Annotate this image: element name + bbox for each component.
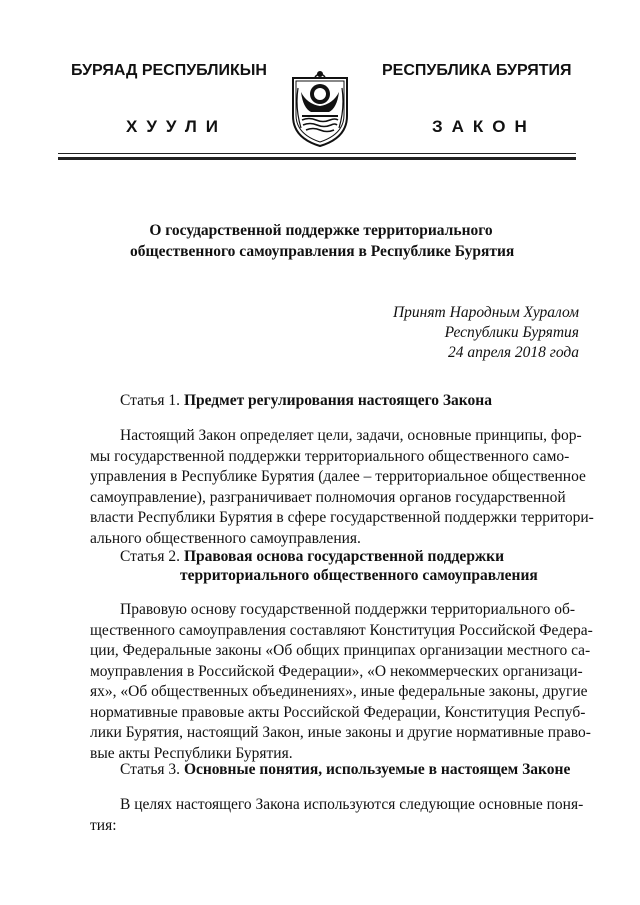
text-line: В целях настоящего Закона используются следующие основные поня-	[120, 796, 584, 813]
text-line: самоуправление), разграничивает полномочия органов государственной	[90, 488, 566, 506]
text-line: мы государственной поддержки территориального общественного само-	[90, 447, 570, 465]
adoption-note-line-1: Принят Народным Хуралом	[392, 304, 579, 321]
header-right-subtitle: ЗАКОН	[432, 117, 536, 136]
article-2-prefix: Статья 2.	[120, 548, 181, 565]
article-1-title: Предмет регулирования настоящего Закона	[183, 392, 492, 409]
article-1-heading	[120, 391, 492, 411]
header-divider-thick	[58, 157, 576, 160]
text-line: Правовую основу государственной поддержки территориального об-	[120, 601, 576, 618]
header-divider-thin	[58, 153, 576, 154]
adoption-note-line-3: 24 апреля 2018 года	[447, 344, 579, 361]
article-3-heading	[120, 760, 570, 780]
text-line: лики Бурятия, настоящий Закон, иные законы и другие нормативные право-	[90, 724, 591, 741]
article-3-prefix: Статья 3.	[120, 761, 181, 778]
text-line: моуправления в Российской Федерации», «О некоммерческих организаци-	[90, 662, 583, 680]
text-line: щественного самоуправления составляют Конституция Российской Федера-	[90, 621, 593, 639]
article-2-heading	[120, 547, 504, 567]
text-line: Настоящий Закон определяет цели, задачи, основные принципы, фор-	[120, 427, 582, 444]
article-2-heading-line-2	[180, 566, 538, 586]
article-1-prefix: Статья 1.	[120, 392, 181, 409]
document-title	[130, 220, 515, 262]
text-line: тия:	[90, 816, 117, 834]
coat-of-arms-emblem	[289, 68, 351, 148]
document-title-line-1: О государственной поддержке территориального	[149, 222, 493, 239]
text-line: управления в Республике Бурятия (далее – территориальное общественное	[90, 468, 586, 485]
header-left-subtitle: ХУУЛИ	[126, 117, 227, 136]
adoption-note-line-2: Республики Бурятия	[444, 324, 579, 341]
article-3-title: Основные понятия, используемые в настоящем Законе	[183, 761, 571, 778]
text-line: ального общественного самоуправления.	[90, 529, 361, 547]
document-title-line-2: общественного самоуправления в Республике Бурятия	[130, 243, 515, 260]
article-2-title-2: территориального общественного самоуправления	[180, 567, 538, 584]
text-line: власти Республики Бурятия в сфере государственной поддержки территори-	[90, 509, 594, 526]
text-line: ях», «Об общественных объединениях», иные федеральные законы, другие	[90, 683, 588, 700]
text-line: ции, Федеральные законы «Об общих принципах организации местного са-	[90, 642, 591, 659]
adoption-note	[393, 303, 579, 363]
article-2-title: Правовая основа государственной поддержки	[183, 548, 505, 565]
header-right-title: РЕСПУБЛИКА БУРЯТИЯ	[382, 62, 572, 79]
article-2-text	[90, 600, 593, 764]
text-line: нормативные правовые акты Российской Федерации, Конституция Респуб-	[90, 703, 586, 721]
text-line: вые акты Республики Бурятия.	[90, 744, 293, 762]
header-left-title: БУРЯАД РЕСПУБЛИКЫН	[71, 62, 267, 79]
article-3-text	[90, 795, 584, 836]
article-1-text	[90, 426, 594, 549]
